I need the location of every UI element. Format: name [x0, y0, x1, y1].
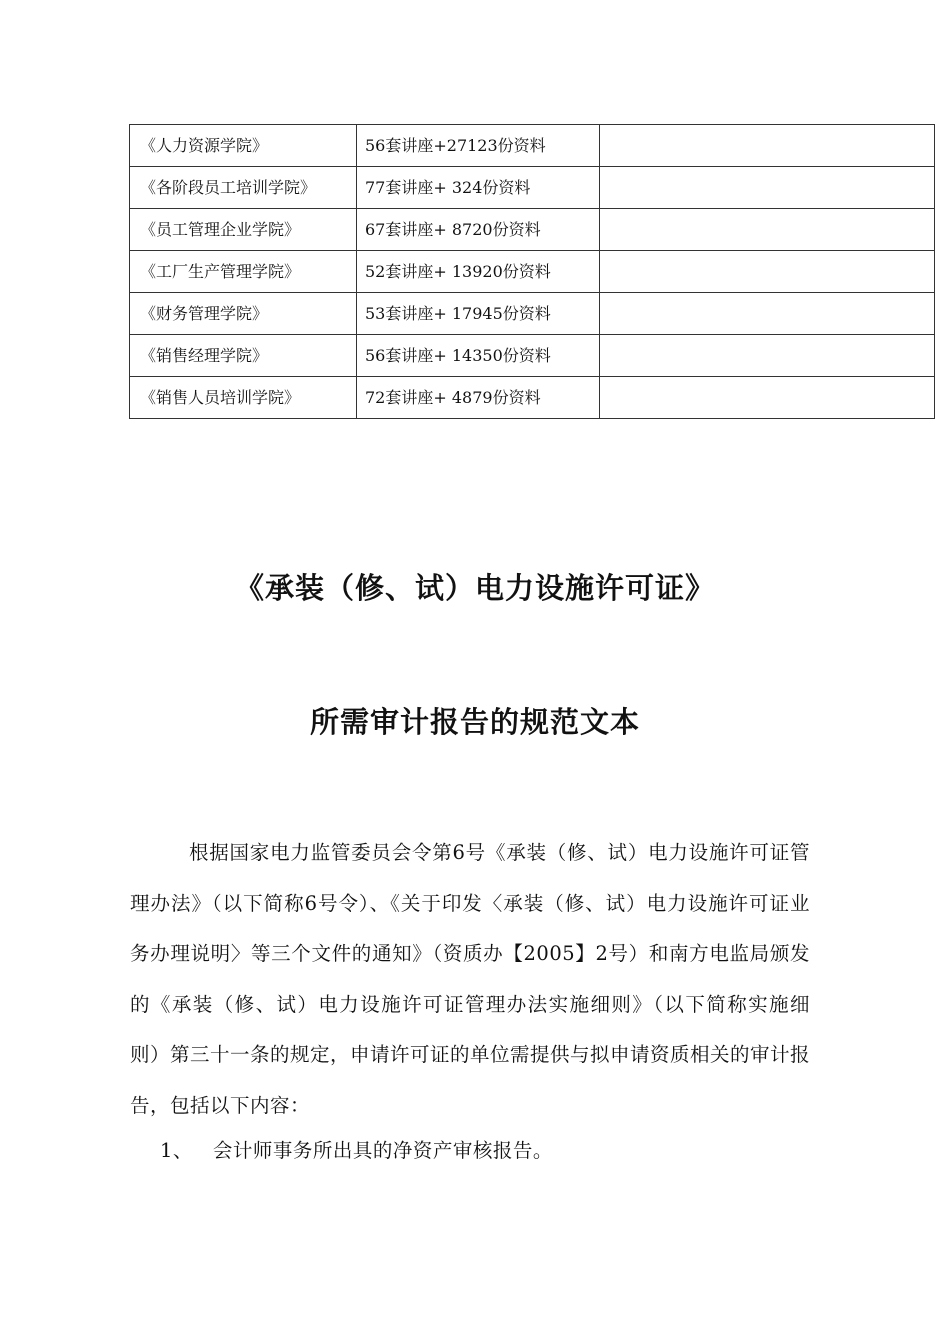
- empty-cell: [600, 167, 935, 209]
- college-name-cell: 《各阶段员工培训学院》: [130, 167, 357, 209]
- table-row: [130, 251, 935, 293]
- resource-count-cell: 77套讲座+ 324份资料: [357, 167, 600, 209]
- resource-count-cell: 67套讲座+ 8720份资料: [357, 209, 600, 251]
- college-name-cell: 《销售人员培训学院》: [130, 377, 357, 419]
- empty-cell: [600, 251, 935, 293]
- resource-count-cell: 56套讲座+ 14350份资料: [357, 335, 600, 377]
- list-item-text: 会计师事务所出具的净资产审核报告。: [212, 1139, 553, 1162]
- empty-cell: [600, 377, 935, 419]
- table-row: [130, 167, 935, 209]
- document-subtitle: 所需审计报告的规范文本: [309, 705, 640, 739]
- college-name-cell: 《人力资源学院》: [130, 125, 357, 167]
- empty-cell: [600, 293, 935, 335]
- table-row: [130, 377, 935, 419]
- empty-cell: [600, 209, 935, 251]
- college-name-cell: 《工厂生产管理学院》: [130, 251, 357, 293]
- resource-count-cell: 72套讲座+ 4879份资料: [357, 377, 600, 419]
- table-row: [130, 293, 935, 335]
- table-row: [130, 209, 935, 251]
- resource-count-cell: 52套讲座+ 13920份资料: [357, 251, 600, 293]
- document-title: 《承装（修、试）电力设施许可证》: [234, 571, 715, 605]
- list-item: [160, 1126, 553, 1176]
- college-name-cell: 《员工管理企业学院》: [130, 209, 357, 251]
- empty-cell: [600, 335, 935, 377]
- college-name-cell: 《财务管理学院》: [130, 293, 357, 335]
- resource-count-cell: 53套讲座+ 17945份资料: [357, 293, 600, 335]
- resource-table: [129, 124, 935, 419]
- table-row: [130, 335, 935, 377]
- body-paragraph: 根据国家电力监管委员会令第6号《承装（修、试）电力设施许可证管理办法》（以下简称6号令）、《关于印发〈承装（修、试）电力设施许可证业务办理说明〉等三个文件的通知》（资质办【2005】2号）和南方电监局颁发的《承装（修、试）电力设施许可证管理办法实施细则》（以下简称实施细则）第三十一条的规定，申请许可证的单位需提供与拟申请资质相关的审计报告，包括以下内容：: [130, 841, 811, 1117]
- resource-count-cell: 56套讲座+27123份资料: [357, 125, 600, 167]
- empty-cell: [600, 125, 935, 167]
- list-item-number: 1、: [160, 1139, 193, 1162]
- college-name-cell: 《销售经理学院》: [130, 335, 357, 377]
- table-row: [130, 125, 935, 167]
